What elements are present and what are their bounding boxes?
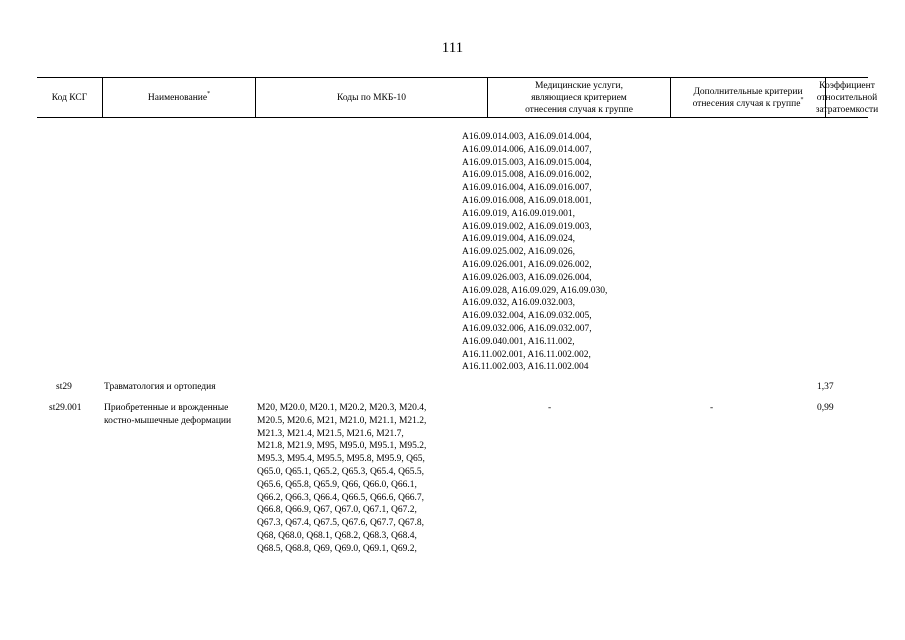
- service-line: A16.09.040.001, A16.11.002,: [462, 336, 575, 347]
- row-name-line: костно-мышечные деформации: [104, 415, 232, 426]
- header-coef-line-2: относительной: [816, 92, 878, 103]
- row-st29-001-name: [104, 402, 231, 428]
- header-additional-criteria: [670, 78, 825, 117]
- service-line: A16.09.032.006, A16.09.032.007,: [462, 323, 592, 334]
- continued-services-list: [462, 131, 607, 374]
- header-mkb-codes: [255, 78, 487, 117]
- mkb-line: Q66.8, Q66.9, Q67, Q67.0, Q67.1, Q67.2,: [257, 505, 417, 516]
- row-st29-name: Травматология и ортопедия: [104, 382, 216, 392]
- header-services-line-1: Медицинские услуги,: [535, 80, 623, 91]
- service-line: A16.09.025.002, A16.09.026,: [462, 247, 575, 258]
- header-medical-services: [487, 78, 670, 117]
- row-st29-001-mkb-codes: [257, 402, 426, 556]
- mkb-line: M21.8, M21.9, M95, M95.0, M95.1, M95.2,: [257, 441, 427, 452]
- header-name: [102, 78, 255, 117]
- header-name-label: [148, 92, 210, 104]
- service-line: A16.09.019.002, A16.09.019.003,: [462, 221, 592, 232]
- row-st29-001-additional-criteria: -: [710, 403, 714, 413]
- service-line: A16.09.026.001, A16.09.026.002,: [462, 259, 592, 270]
- service-line: A16.09.016.004, A16.09.016.007,: [462, 183, 592, 194]
- header-coef-line-3: затратоемкости: [815, 104, 879, 115]
- mkb-line: Q65.0, Q65.1, Q65.2, Q65.3, Q65.4, Q65.5,: [257, 466, 425, 477]
- mkb-line: M20, M20.0, M20.1, M20.2, M20.3, M20.4,: [257, 403, 427, 413]
- row-st29-001-services: -: [548, 403, 552, 413]
- row-st29-coefficient: 1,37: [817, 382, 834, 392]
- header-code-ksg-label: Код КСГ: [51, 92, 88, 103]
- header-name-text: Наименование: [147, 92, 208, 103]
- page-number: 111: [441, 40, 464, 56]
- service-line: A16.09.019, A16.09.019.001,: [462, 208, 575, 219]
- service-line: A16.09.015.008, A16.09.016.002,: [462, 170, 592, 181]
- mkb-line: Q66.2, Q66.3, Q66.4, Q66.5, Q66.6, Q66.7,: [257, 492, 425, 503]
- header-coefficient: [815, 78, 879, 117]
- header-services-line-3: отнесения случая к группе: [525, 104, 633, 115]
- table-header: [37, 77, 879, 118]
- header-coef-line-1: Коэффициент: [819, 80, 875, 91]
- mkb-line: Q67.3, Q67.4, Q67.5, Q67.6, Q67.7, Q67.8,: [257, 518, 425, 529]
- header-code-ksg: [37, 78, 102, 117]
- row-st29-code: st29: [56, 382, 72, 392]
- header-additional-line-2: отнесения случая к группе: [692, 98, 801, 109]
- row-name-line: Приобретенные и врожденные: [104, 403, 229, 413]
- header-additional-line-1: Дополнительные критерии: [693, 86, 803, 97]
- service-line: A16.11.002.003, A16.11.002.004: [462, 362, 589, 373]
- service-line: A16.09.032, A16.09.032.003,: [462, 298, 575, 309]
- service-line: A16.09.016.008, A16.09.018.001,: [462, 195, 592, 206]
- service-line: A16.09.015.003, A16.09.015.004,: [462, 157, 592, 168]
- service-line: A16.09.014.006, A16.09.014.007,: [462, 144, 592, 155]
- service-line: A16.09.032.004, A16.09.032.005,: [462, 311, 592, 322]
- mkb-line: M95.3, M95.4, M95.5, M95.8, M95.9, Q65,: [257, 454, 425, 465]
- mkb-line: Q68, Q68.0, Q68.1, Q68.2, Q68.3, Q68.4,: [257, 530, 417, 541]
- header-additional-line-2-wrap: [693, 98, 804, 110]
- mkb-line: M21.3, M21.4, M21.5, M21.6, M21.7,: [257, 428, 404, 439]
- header-services-line-2: являющиеся критерием: [531, 92, 627, 103]
- mkb-line: M20.5, M20.6, M21, M21.0, M21.1, M21.2,: [257, 415, 427, 426]
- service-line: A16.09.019.004, A16.09.024,: [462, 234, 575, 245]
- mkb-line: Q65.6, Q65.8, Q65.9, Q66, Q66.0, Q66.1,: [257, 479, 417, 490]
- header-name-footnote-mark: *: [207, 90, 211, 97]
- mkb-line: Q68.5, Q68.8, Q69, Q69.0, Q69.1, Q69.2,: [257, 543, 417, 554]
- service-line: A16.09.014.003, A16.09.014.004,: [462, 132, 592, 142]
- header-mkb-label: Коды по МКБ-10: [336, 92, 407, 103]
- service-line: A16.09.026.003, A16.09.026.004,: [462, 272, 592, 283]
- row-st29-001-coefficient: 0,99: [817, 403, 834, 413]
- service-line: A16.11.002.001, A16.11.002.002,: [462, 349, 591, 360]
- row-st29-001-code: st29.001: [49, 403, 82, 413]
- header-additional-footnote-mark: *: [800, 96, 804, 103]
- service-line: A16.09.028, A16.09.029, A16.09.030,: [462, 285, 608, 296]
